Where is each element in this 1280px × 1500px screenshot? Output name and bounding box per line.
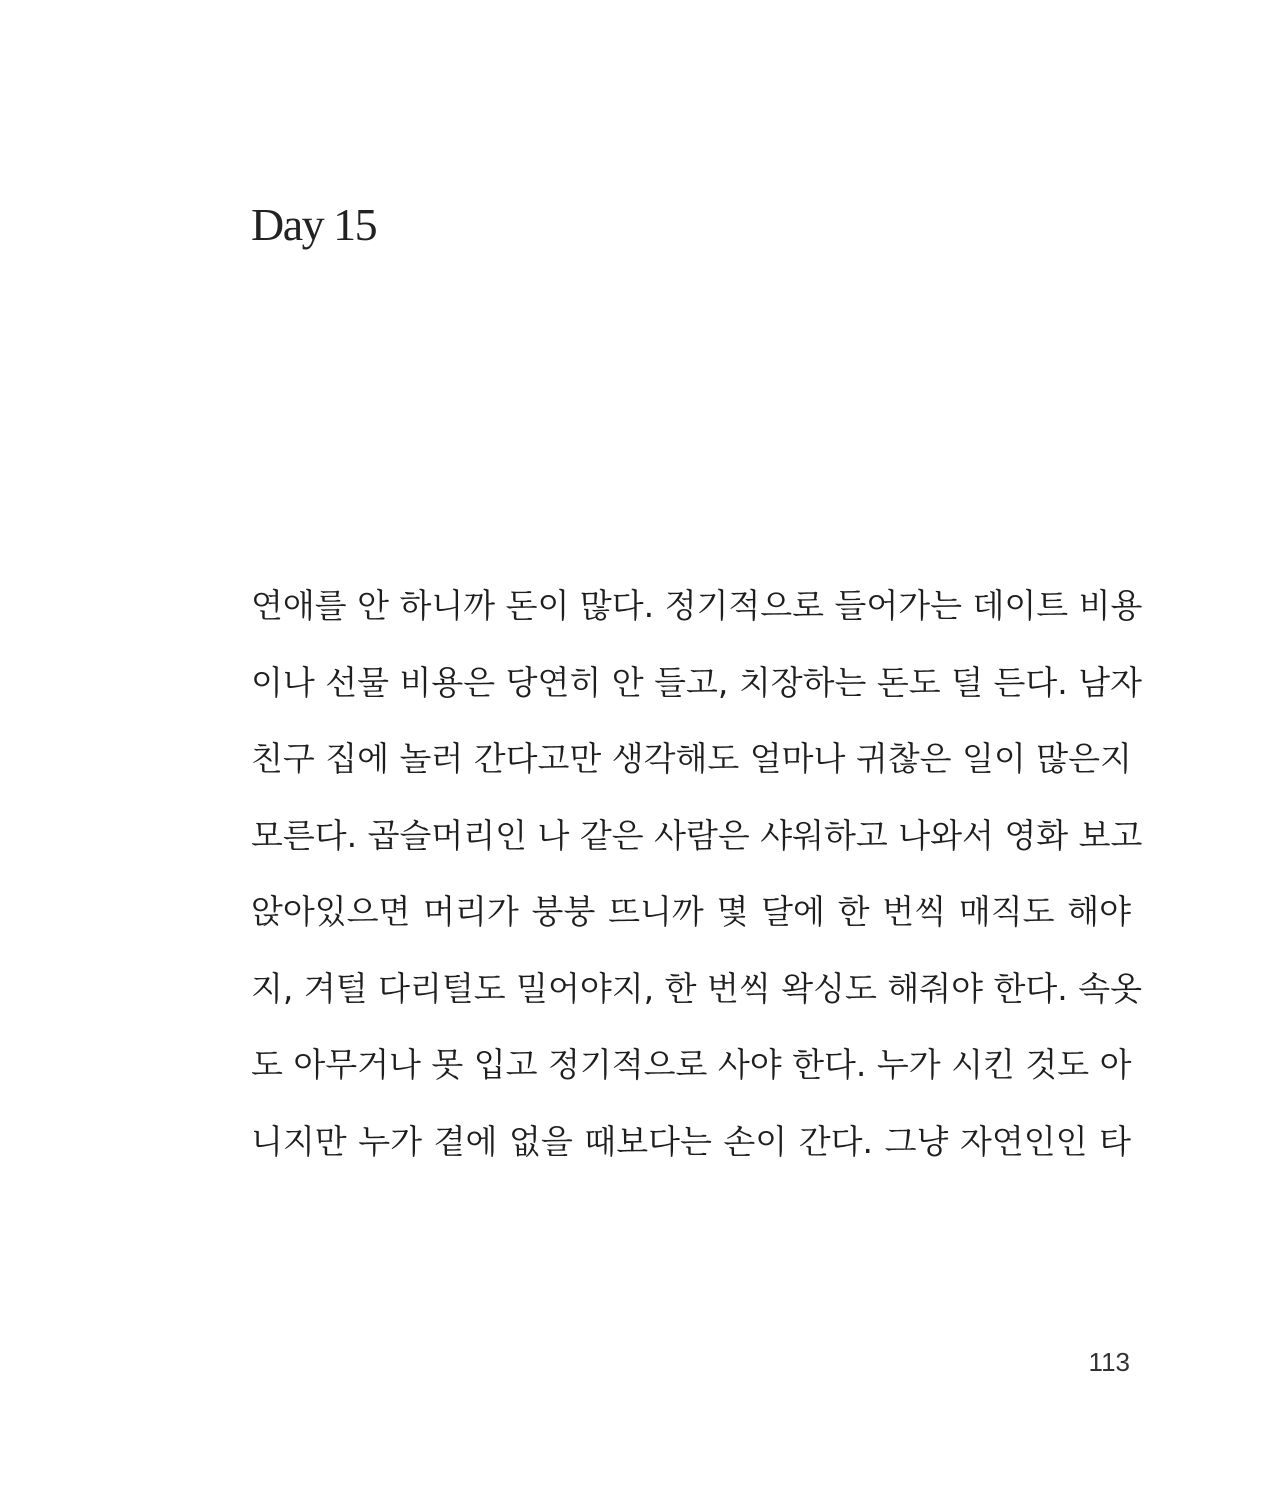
- body-line: 도 아무거나 못 입고 정기적으로 사야 한다. 누가 시킨 것도 아: [251, 1045, 1132, 1084]
- body-line: 니지만 누가 곁에 없을 때보다는 손이 간다. 그냥 자연인인 타: [251, 1121, 1131, 1161]
- body-line: 앉아있으면 머리가 붕붕 뜨니까 몇 달에 한 번씩 매직도 해야: [251, 892, 1131, 931]
- body-text: [251, 584, 1143, 1196]
- body-line: 지, 겨털 다리털도 밀어야지, 한 번씩 왁싱도 해줘야 한다. 속옷: [251, 968, 1142, 1008]
- page-number: 113: [1088, 1347, 1130, 1377]
- body-line: 친구 집에 놀러 간다고만 생각해도 얼마나 귀찮은 일이 많은지: [251, 739, 1132, 778]
- chapter-title: Day 15: [251, 199, 377, 250]
- body-line: 연애를 안 하니까 돈이 많다. 정기적으로 들어가는 데이트 비용: [251, 586, 1143, 625]
- body-line: 모른다. 곱슬머리인 나 같은 사람은 샤워하고 나와서 영화 보고: [251, 815, 1143, 855]
- body-line: 이나 선물 비용은 당연히 안 들고, 치장하는 돈도 덜 든다. 남자: [251, 662, 1142, 702]
